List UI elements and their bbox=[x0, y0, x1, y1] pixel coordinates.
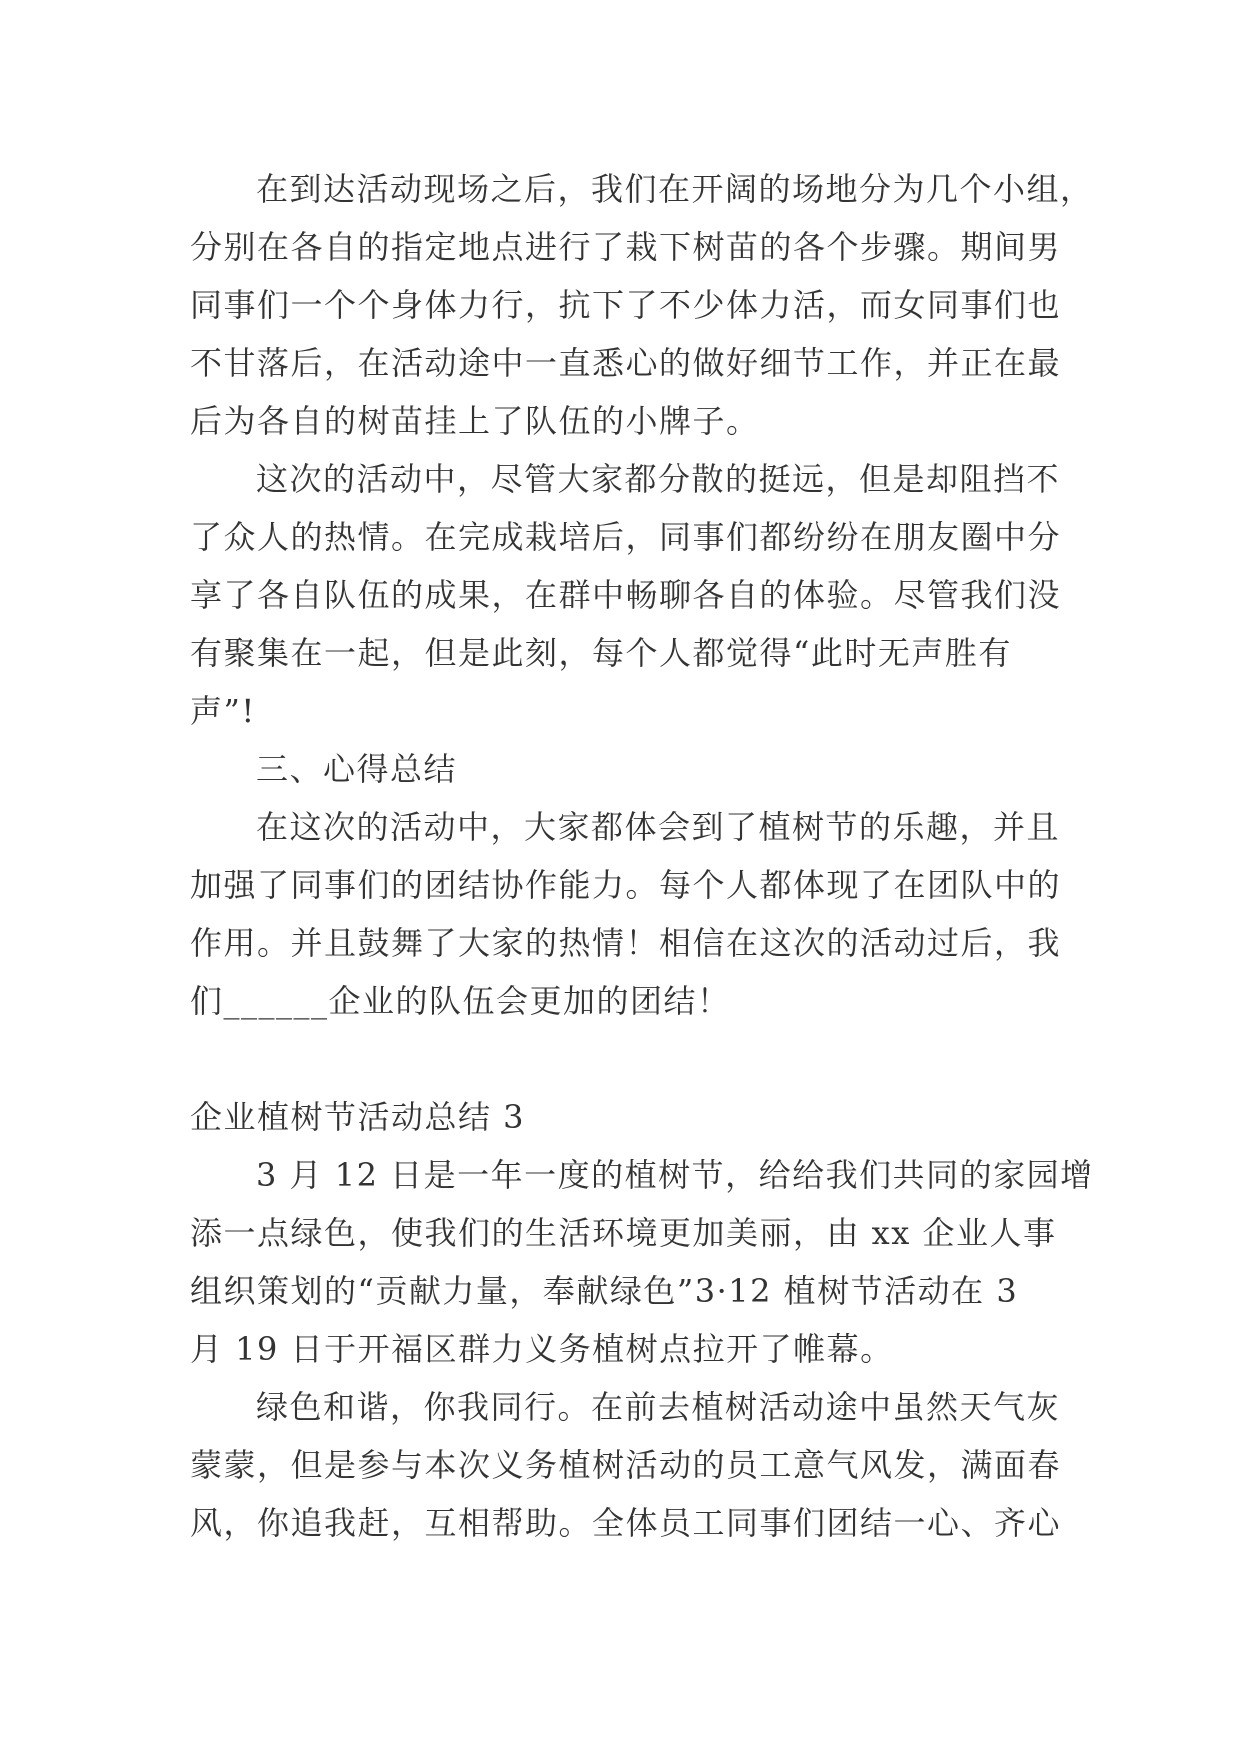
text-line: 享了各自队伍的成果，在群中畅聊各自的体验。尽管我们没 bbox=[190, 576, 1062, 614]
text-line: 组织策划的“贡献力量，奉献绿色”3·12 植树节活动在 3 bbox=[190, 1272, 1019, 1310]
text-line: 作用。并且鼓舞了大家的热情！相信在这次的活动过后，我 bbox=[190, 924, 1062, 962]
text-line: 这次的活动中，尽管大家都分散的挺远，但是却阻挡不 bbox=[256, 460, 1061, 498]
document-body bbox=[190, 160, 1094, 1552]
text-line: 了众人的热情。在完成栽培后，同事们都纷纷在朋友圈中分 bbox=[190, 518, 1062, 556]
text-line: 不甘落后，在活动途中一直悉心的做好细节工作，并正在最 bbox=[190, 344, 1062, 382]
text-line: 分别在各自的指定地点进行了栽下树苗的各个步骤。期间男 bbox=[190, 228, 1062, 266]
paragraph-activity-site bbox=[190, 160, 1094, 450]
section-heading-summary: 三、心得总结 bbox=[256, 750, 458, 788]
text-line: 在这次的活动中，大家都体会到了植树节的乐趣，并且 bbox=[256, 808, 1061, 846]
paragraph-arbor-day bbox=[190, 1146, 1094, 1378]
text-line: 后为各自的树苗挂上了队伍的小牌子。 bbox=[190, 402, 760, 440]
text-line: 3 月 12 日是一年一度的植树节，给给我们共同的家园增 bbox=[256, 1156, 1094, 1194]
text-line: 有聚集在一起，但是此刻，每个人都觉得“此时无声胜有 bbox=[190, 634, 1012, 672]
text-line: 同事们一个个身体力行，抗下了不少体力活，而女同事们也 bbox=[190, 286, 1062, 324]
blank-line bbox=[190, 1030, 1070, 1088]
paragraph-summary bbox=[190, 798, 1070, 1030]
text-line: 们______企业的队伍会更加的团结！ bbox=[190, 982, 731, 1020]
paragraph-enthusiasm bbox=[190, 450, 1070, 740]
text-line: 蒙蒙，但是参与本次义务植树活动的员工意气风发，满面春 bbox=[190, 1446, 1062, 1484]
section-title: 企业植树节活动总结 3 bbox=[190, 1098, 526, 1136]
text-line: 在到达活动现场之后，我们在开阔的场地分为几个小组， bbox=[256, 170, 1094, 208]
text-line: 月 19 日于开福区群力义务植树点拉开了帷幕。 bbox=[190, 1330, 894, 1368]
paragraph-green-harmony bbox=[190, 1378, 1070, 1552]
text-line: 风，你追我赶，互相帮助。全体员工同事们团结一心、齐心 bbox=[190, 1504, 1062, 1542]
text-line: 添一点绿色，使我们的生活环境更加美丽，由 xx 企业人事 bbox=[190, 1214, 1057, 1252]
text-line: 加强了同事们的团结协作能力。每个人都体现了在团队中的 bbox=[190, 866, 1062, 904]
text-line: 声”! bbox=[190, 692, 256, 730]
text-line: 绿色和谐，你我同行。在前去植树活动途中虽然天气灰 bbox=[256, 1388, 1061, 1426]
